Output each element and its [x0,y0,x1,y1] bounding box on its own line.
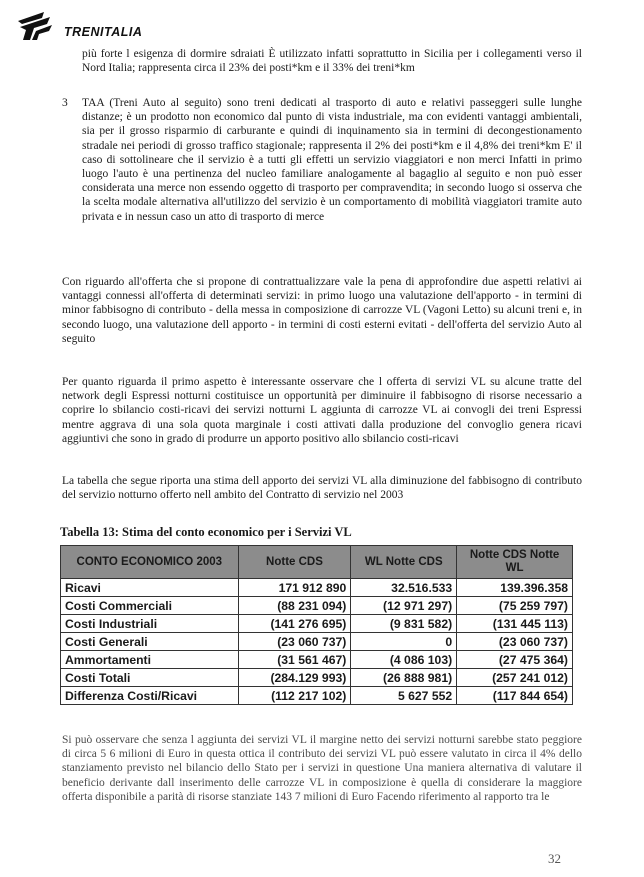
table-row [61,615,573,633]
table-cell: (257 241 012) [457,669,573,687]
row-label: Differenza Costi/Ricavi [61,687,239,705]
page-number: 32 [548,851,561,866]
list-item-number: 3 [62,97,68,109]
table-row [61,633,573,651]
paragraph-tabella-intro: La tabella che segue riporta una stima dell apporto dei servizi VL alla diminuzione del fabbisogno di contributo del servizio notturno offerto nell ambito del Contratto di servizio nel 2003 [62,475,582,502]
conto-economico-table [60,545,573,705]
row-label: Costi Totali [61,669,239,687]
table-cell: (12 971 297) [351,597,457,615]
page-header [14,6,142,46]
table-cell: 32.516.533 [351,579,457,597]
table-cell: (23 060 737) [457,633,573,651]
table-header-cell: CONTO ECONOMICO 2003 [61,546,239,579]
brand-name: TRENITALIA [64,25,143,39]
table-cell: (26 888 981) [351,669,457,687]
paragraph-primo-aspetto: Per quanto riguarda il primo aspetto è interessante osservare che l offerta di servizi VL su alcune tratte del network degli Espressi notturni costituisce un opportunità per diminuire il fabbisogno di risorse necessario a coprire lo sbilancio costi-ricavi dei servizi notturni L aggiunta di carrozze VL ai convogli dei treni Espressi mentre aggrava di una sola quota marginale i costi attivati dalla produzione del convoglio genera ricavi aggiuntivi che sono in grado di produrre un apporto positivo allo sbilancio costi-ricavi [62,376,582,445]
table-cell: (141 276 695) [238,615,351,633]
table-cell: (4 086 103) [351,651,457,669]
table-cell: 5 627 552 [351,687,457,705]
row-label: Costi Commerciali [61,597,239,615]
table-cell: (31 561 467) [238,651,351,669]
table-cell: 171 912 890 [238,579,351,597]
list-item-taa [62,96,582,224]
table-header-cell: Notte CDS Notte WL [457,546,573,579]
row-label: Ricavi [61,579,239,597]
table-cell: (112 217 102) [238,687,351,705]
table-row [61,651,573,669]
row-label: Costi Generali [61,633,239,651]
table-cell: 0 [351,633,457,651]
paragraph-margine: Si può osservare che senza l aggiunta dei servizi VL il margine netto dei servizi notturni sarebbe stato peggiore di circa 5 6 milioni di Euro in questa ottica il contributo dei servizi VL può essere valutato in circa il 4% dello stanziamento previsto nel bilancio dello Stato per i servizi in questione Una maniera alternativa di valutare il beneficio derivante dall inserimento delle carrozze VL in composizione è quella di considerare la maggiore offerta disponibile a parità di risorse stanziate 143 7 milioni di Euro Facendo riferimento al rapporto tra le [62,734,582,803]
row-label: Costi Industriali [61,615,239,633]
table-cell: (284.129 993) [238,669,351,687]
table-cell: (131 445 113) [457,615,573,633]
table-row [61,579,573,597]
row-label: Ammortamenti [61,651,239,669]
table-cell: 139.396.358 [457,579,573,597]
table-header-row [61,546,573,579]
table-cell: (9 831 582) [351,615,457,633]
table-header-cell: Notte CDS [238,546,351,579]
table-cell: (88 231 094) [238,597,351,615]
table-caption: Tabella 13: Stima del conto economico per i Servizi VL [60,525,352,539]
trenitalia-logo-icon [14,9,58,43]
table-cell: (27 475 364) [457,651,573,669]
table-row [61,687,573,705]
table-cell: (23 060 737) [238,633,351,651]
table-cell: (75 259 797) [457,597,573,615]
list-item-text: TAA (Treni Auto al seguito) sono treni dedicati al trasporto di auto e relativi passeggeri sulle lunghe distanze; è un prodotto non economico dal punto di vista industriale, ma con evidenti vantaggi ambientali, sia per il grosso risparmio di carburante e quindi di inquinamento sia in termini di decongestionamento stradale nei periodi di grosso traffico stagionale; rappresenta il 2% dei posti*km e il 4,8% dei treni*km E' il caso di sottolineare che il servizio è a tutti gli effetti un servizio viaggiatori e non merci Infatti in primo luogo l'auto è una pertinenza del nucleo familiare analogamente al bagaglio al seguito e non può esser considerata una merce non essendo oggetto di trasporto per compravendita; in secondo luogo si osserva che la scelta modale alternativa all'utilizzo del servizio è un comportamento di mobilità viaggiatori tramite auto privata e in nessun caso un atto di trasporto di merce [82,97,582,223]
table-header-cell: WL Notte CDS [351,546,457,579]
table-row [61,669,573,687]
continuation-paragraph: più forte l esigenza di dormire sdraiati È utilizzato infatti soprattutto in Sicilia per i collegamenti verso il Nord Italia; rappresenta circa il 23% dei posti*km e il 33% dei treni*km [82,48,582,75]
paragraph-offerta: Con riguardo all'offerta che si propone di contrattualizzare vale la pena di approfondire due aspetti relativi ai vantaggi connessi all'offerta di determinati servizi: in primo luogo una valutazione dell'apporto - in termini di minor fabbisogno di contributo - della messa in composizione di carrozze VL (Vagoni Letto) su alcuni treni e, in secondo luogo, una valutazione dell apporto - in termini di costi esterni evitati - dell'offerta del servizio Auto al seguito [62,276,582,345]
table-row [61,597,573,615]
table-cell: (117 844 654) [457,687,573,705]
